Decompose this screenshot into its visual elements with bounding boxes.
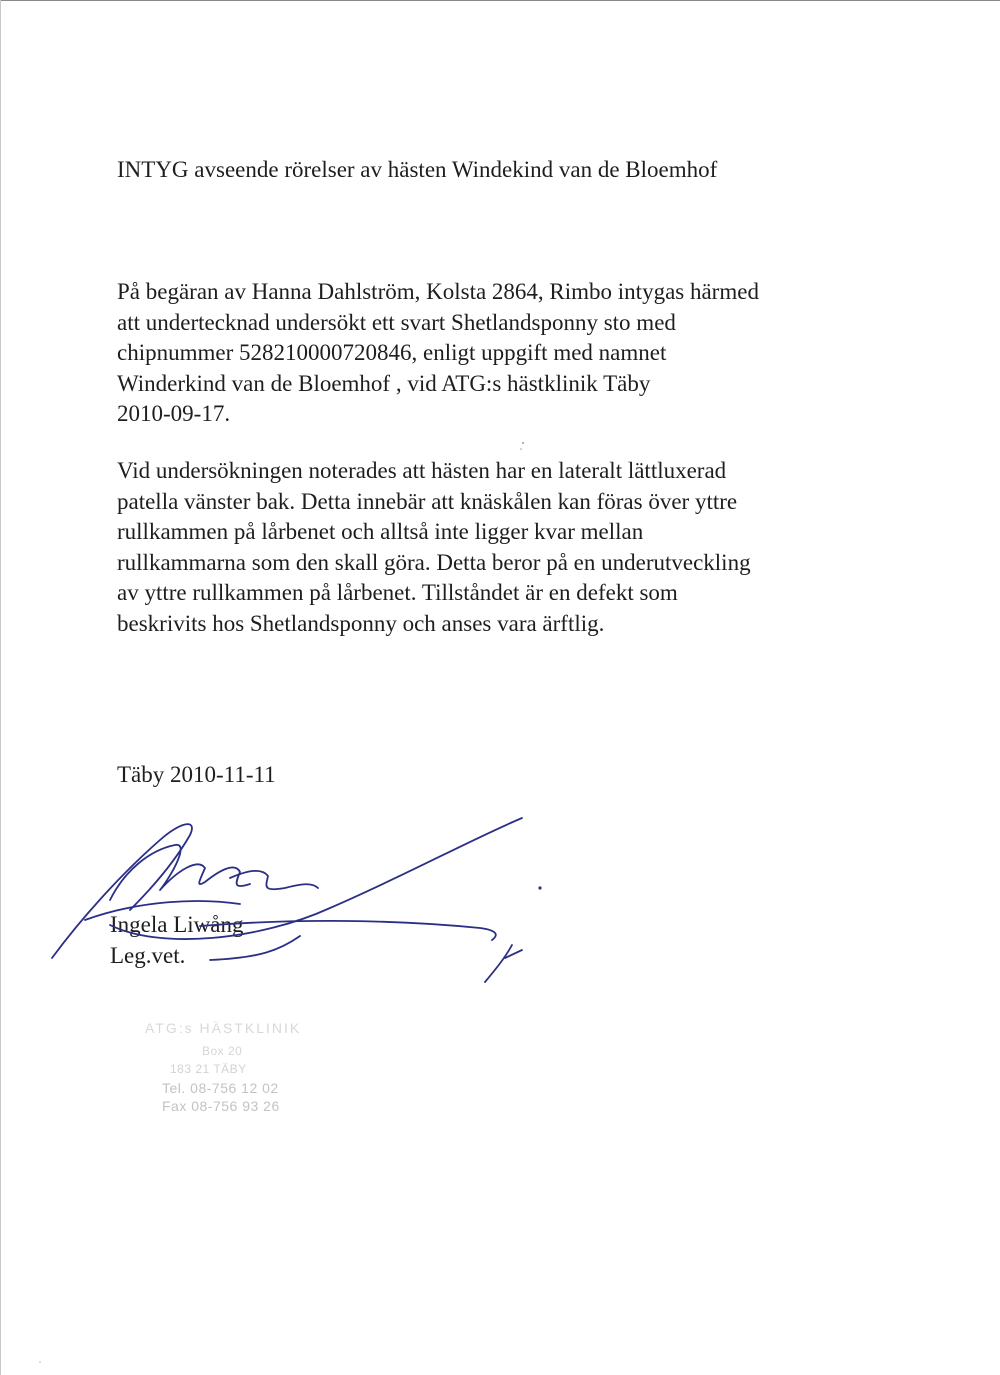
signer-title: Leg.vet.: [110, 943, 186, 968]
paragraph-line: rullkammarna som den skall göra. Detta beror på en underutveckling: [117, 549, 751, 575]
signer-name: Ingela Liwång: [110, 912, 244, 937]
signature-dot: [538, 886, 541, 889]
stamp-line: Fax 08-756 93 26: [162, 1098, 280, 1114]
stamp-line: Box 20: [202, 1044, 243, 1058]
stamp-line: ATG:s HÄSTKLINIK: [145, 1020, 302, 1036]
page-left-edge: [0, 0, 1, 1375]
paragraph-line: På begäran av Hanna Dahlström, Kolsta 2864, Rimbo intygas härmed: [117, 279, 759, 304]
paragraph-line: 2010-09-17.: [117, 401, 231, 426]
paragraph-line: Vid undersökningen noterades att hästen har en lateralt lättluxerad: [117, 458, 727, 483]
paragraph-request: [117, 277, 759, 430]
stamp-line: Tel. 08-756 12 02: [162, 1080, 279, 1096]
document-title: INTYG avseende rörelser av hästen Windekind van de Bloemhof: [117, 157, 718, 182]
place-and-date: Täby 2010-11-11: [117, 762, 276, 787]
clinic-stamp: [140, 1020, 340, 1120]
paragraph-line: beskrivits hos Shetlandsponny och anses vara ärftlig.: [117, 610, 605, 636]
paragraph-line: rullkammen på lårbenet och alltså inte ligger kvar mellan: [117, 519, 644, 544]
paragraph-line: av yttre rullkammen på lårbenet. Tillståndet är en defekt som: [117, 580, 678, 605]
handwritten-signature: [0, 800, 600, 1000]
paragraph-line: patella vänster bak. Detta innebär att knäskålen kan föras över yttre: [117, 488, 738, 514]
paragraph-line: chipnummer 528210000720846, enligt uppgift med namnet: [117, 340, 667, 365]
paragraph-line: Winderkind van de Bloemhof , vid ATG:s hästklinik Täby: [117, 370, 651, 396]
paragraph-findings: [117, 456, 751, 639]
page-top-edge: [0, 0, 1000, 1]
stamp-line: 183 21 TÄBY: [170, 1062, 247, 1076]
paragraph-line: att undertecknad undersökt ett svart Shetlandsponny sto med: [117, 309, 676, 335]
